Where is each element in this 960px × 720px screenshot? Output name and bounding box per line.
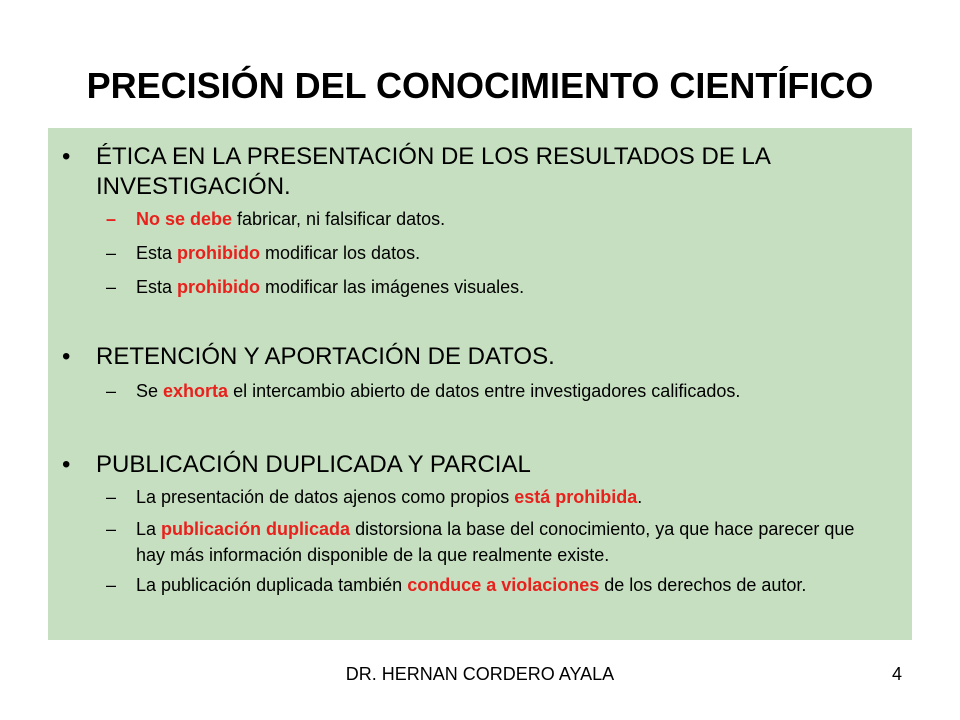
bullet-dot: • [62,343,71,370]
bullet-heading: PUBLICACIÓN DUPLICADA Y PARCIAL [96,451,531,478]
sub-item-text: La publicación duplicada también conduce a violaciones de los derechos de autor. [136,575,807,595]
bullet-dot: • [62,143,71,170]
dash: – [106,209,117,229]
dash: – [106,381,117,401]
footer [0,664,960,694]
bullet-dot: • [62,451,71,478]
dash: – [106,277,117,297]
content-box [48,128,912,640]
sub-item-text: Esta prohibido modificar los datos. [136,243,421,263]
bullet-heading: ÉTICA EN LA PRESENTACIÓN DE LOS RESULTADOS DE LA INVESTIGACIÓN. [96,143,770,200]
bullet-heading: RETENCIÓN Y APORTACIÓN DE DATOS. [96,343,555,370]
dash: – [106,519,117,539]
sub-item-text: Esta prohibido modificar las imágenes visuales. [136,277,525,297]
dash: – [106,487,117,507]
slide-title: PRECISIÓN DEL CONOCIMIENTO CIENTÍFICO [86,65,874,106]
dash: – [106,243,117,263]
page-number: 4 [891,664,902,684]
sub-item-text: La publicación duplicada distorsiona la base del conocimiento, ya que hace parecer que hay más información disponible de la que realmente existe. [136,519,855,565]
footer-author: DR. HERNAN CORDERO AYALA [345,664,615,684]
sub-item-text: Se exhorta el intercambio abierto de datos entre investigadores calificados. [136,381,741,401]
sub-item-text: La presentación de datos ajenos como propios está prohibida. [136,487,643,507]
sub-item-text: No se debe fabricar, ni falsificar datos. [136,209,446,229]
dash: – [106,575,117,595]
